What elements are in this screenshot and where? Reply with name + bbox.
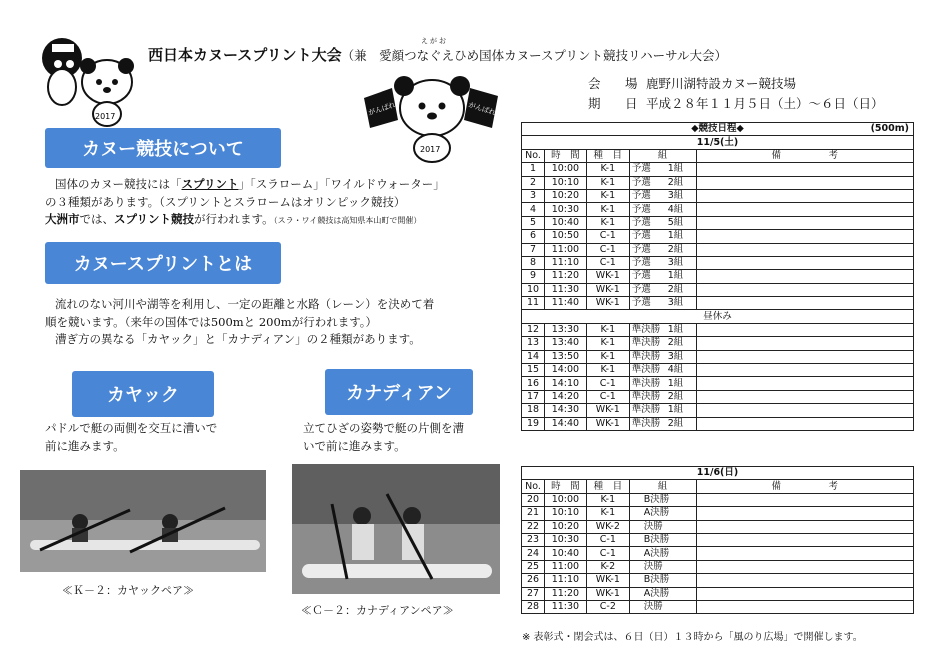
- cell-group-label: B決勝: [643, 574, 670, 586]
- cell-no: 13: [522, 337, 545, 350]
- cell-group-label: 準決勝: [631, 324, 661, 336]
- cell-group-sub: 2組: [667, 391, 684, 402]
- table-row: [522, 533, 914, 546]
- cell-note: [696, 297, 913, 310]
- cell-no: 9: [522, 270, 545, 283]
- table-row: [522, 390, 914, 403]
- cell-group-sub: 2組: [667, 243, 684, 255]
- cell-note: [696, 230, 913, 243]
- cell-class: C-1: [586, 377, 629, 390]
- table-row: [522, 404, 914, 417]
- cell-no: 10: [522, 283, 545, 296]
- cell-group-sub: 1組: [667, 270, 684, 282]
- table-row: [522, 176, 914, 189]
- kayak-pair-photo: [20, 470, 266, 572]
- cell-group-sub: 4組: [667, 203, 684, 215]
- cell-class: WK-1: [586, 574, 629, 587]
- cell-note: [696, 243, 913, 256]
- cell-note: [696, 587, 914, 600]
- cell-class: WK-1: [586, 587, 629, 600]
- cell-group: [629, 560, 696, 573]
- cell-time: 10:40: [544, 547, 586, 560]
- table-row: [522, 270, 914, 283]
- cell-no: 16: [522, 377, 545, 390]
- cell-no: 3: [522, 189, 545, 202]
- cell-group: [629, 520, 696, 533]
- cell-group: [629, 230, 696, 243]
- cell-no: 2: [522, 176, 545, 189]
- cell-group: [629, 243, 696, 256]
- cell-no: 14: [522, 350, 545, 363]
- table-row: [522, 189, 914, 202]
- table-row: [522, 493, 914, 506]
- mascot-year-text-center: 2017: [420, 145, 441, 154]
- mascot-flag-right-text: がんばれ: [467, 100, 497, 118]
- cell-time: 10:00: [544, 163, 586, 176]
- cell-class: C-1: [586, 243, 629, 256]
- cell-time: 11:10: [544, 256, 586, 269]
- table-row: [522, 364, 914, 377]
- s1-line1-pre: 国体のカヌー競技には「: [55, 177, 182, 191]
- cell-group-label: 予選: [631, 230, 651, 242]
- title-ruby: えがお: [421, 37, 448, 45]
- cell-note: [696, 493, 914, 506]
- cell-time: 11:00: [544, 243, 586, 256]
- cell-no: 23: [522, 533, 545, 546]
- cell-group: [629, 507, 696, 520]
- cell-class: K-1: [586, 176, 629, 189]
- canadian-pair-photo: [292, 464, 500, 594]
- cell-class: K-1: [586, 163, 629, 176]
- cell-group: [629, 337, 696, 350]
- cell-group-label: 準決勝: [631, 417, 661, 429]
- cell-group-label: B決勝: [643, 534, 670, 546]
- section2-text: [45, 296, 515, 349]
- venue-value: 鹿野川湖特設カヌー競技場: [646, 76, 797, 91]
- schedule-title-row: [522, 123, 914, 136]
- cell-group-label: A決勝: [643, 507, 670, 519]
- table-row: [522, 230, 914, 243]
- cell-note: [696, 350, 913, 363]
- cell-class: C-1: [586, 547, 629, 560]
- cell-group: [629, 189, 696, 202]
- col-group: 組: [629, 149, 696, 162]
- s1-line2: の３種類があります。（スプリントとスラロームはオリンピック競技）: [45, 194, 406, 209]
- cell-group-sub: 1組: [667, 324, 684, 336]
- cell-no: 17: [522, 390, 545, 403]
- col-no: No.: [522, 149, 545, 162]
- day1-header-row: [522, 149, 914, 162]
- cell-note: [696, 163, 913, 176]
- cell-no: 5: [522, 216, 545, 229]
- cell-group-label: 準決勝: [631, 337, 661, 349]
- cell-group-sub: 2組: [667, 417, 684, 429]
- cell-time: 14:00: [544, 364, 586, 377]
- cell-group: [629, 297, 696, 310]
- cell-group: [629, 256, 696, 269]
- cell-no: 11: [522, 297, 545, 310]
- lunch-row: [522, 310, 914, 323]
- cell-no: 27: [522, 587, 545, 600]
- table-row: [522, 417, 914, 430]
- cell-no: 25: [522, 560, 545, 573]
- kayak-title: カヤック: [72, 371, 214, 417]
- cell-group-label: 予選: [631, 257, 651, 269]
- col-class: 種 目: [586, 480, 629, 493]
- cell-group-label: 予選: [631, 163, 651, 175]
- cell-class: C-1: [586, 230, 629, 243]
- cell-no: 28: [522, 600, 545, 613]
- cell-no: 19: [522, 417, 545, 430]
- cell-group: [629, 600, 696, 613]
- cell-time: 13:30: [544, 323, 586, 336]
- cell-class: WK-1: [586, 270, 629, 283]
- table-row: [522, 587, 914, 600]
- schedule-distance: (500m): [870, 123, 909, 135]
- cell-group: [629, 390, 696, 403]
- cell-note: [696, 176, 913, 189]
- s1-line1-bold: スプリント: [181, 177, 239, 191]
- table-row: [522, 377, 914, 390]
- cell-group-label: 準決勝: [631, 404, 661, 416]
- table-row: [522, 547, 914, 560]
- mascot-illustration-center: [362, 70, 502, 166]
- table-row: [522, 297, 914, 310]
- canadian-photo-caption: ≪Ｃ－２：カナディアンペア≫: [301, 604, 454, 617]
- cell-group-sub: 3組: [667, 297, 684, 309]
- cell-note: [696, 507, 914, 520]
- cell-group-sub: 1組: [667, 404, 684, 416]
- table-row: [522, 243, 914, 256]
- cell-time: 10:20: [544, 520, 586, 533]
- cell-no: 18: [522, 404, 545, 417]
- cell-group-label: 予選: [631, 203, 651, 215]
- col-time: 時 間: [544, 480, 586, 493]
- s1-line3-c: スプリント競技: [114, 212, 195, 226]
- cell-time: 10:30: [544, 203, 586, 216]
- cell-note: [696, 417, 913, 430]
- cell-class: K-1: [586, 189, 629, 202]
- venue-label: 会 場: [588, 76, 644, 91]
- table-row: [522, 560, 914, 573]
- cell-time: 14:30: [544, 404, 586, 417]
- col-note: 備 考: [696, 480, 914, 493]
- schedule-table-day1: [521, 122, 914, 431]
- cell-time: 13:50: [544, 350, 586, 363]
- cell-class: WK-2: [586, 520, 629, 533]
- table-row: [522, 574, 914, 587]
- cell-note: [696, 377, 913, 390]
- cell-class: K-1: [586, 493, 629, 506]
- cell-class: K-1: [586, 216, 629, 229]
- cell-note: [696, 520, 914, 533]
- cell-note: [696, 560, 914, 573]
- cell-note: [696, 404, 913, 417]
- day2-date-row: [522, 467, 914, 480]
- cell-note: [696, 216, 913, 229]
- cell-group-label: B決勝: [643, 493, 670, 505]
- cell-note: [696, 533, 914, 546]
- section-title-canoe-sprint: カヌースプリントとは: [45, 242, 281, 284]
- cell-time: 11:20: [544, 270, 586, 283]
- cell-note: [696, 203, 913, 216]
- cell-group-sub: 1組: [667, 230, 684, 242]
- page-title: [148, 44, 727, 65]
- cell-note: [696, 337, 913, 350]
- s1-line3-b: では、: [79, 212, 114, 226]
- cell-group-sub: 2組: [667, 337, 684, 349]
- canadian-title: カナディアン: [325, 369, 473, 415]
- cell-group: [629, 574, 696, 587]
- table-row: [522, 283, 914, 296]
- event-info: [588, 74, 884, 114]
- cell-note: [696, 283, 913, 296]
- cell-class: K-1: [586, 364, 629, 377]
- cell-note: [696, 600, 914, 613]
- col-group: 組: [629, 480, 696, 493]
- cell-group: [629, 493, 696, 506]
- cell-time: 13:40: [544, 337, 586, 350]
- cell-group: [629, 283, 696, 296]
- page-title-main: 西日本カヌースプリント大会: [148, 46, 342, 64]
- cell-class: K-1: [586, 350, 629, 363]
- s1-line3-a: 大洲市: [45, 212, 80, 226]
- table-row: [522, 507, 914, 520]
- col-no: No.: [522, 480, 545, 493]
- col-note: 備 考: [696, 149, 913, 162]
- canadian-line2: いで前に進みます。: [303, 438, 406, 453]
- cell-group-label: A決勝: [643, 547, 670, 559]
- cell-time: 11:30: [544, 283, 586, 296]
- table-row: [522, 256, 914, 269]
- cell-group-sub: 1組: [667, 377, 684, 389]
- cell-time: 10:20: [544, 189, 586, 202]
- lunch-label: 昼休み: [522, 310, 914, 323]
- table-row: [522, 520, 914, 533]
- cell-group: [629, 216, 696, 229]
- s1-line3-small: （スラ・ワイ競技は高知県本山町で開催）: [273, 216, 422, 225]
- date-value: 平成２８年１１月５日（土）～６日（日）: [646, 96, 884, 111]
- cell-time: 11:20: [544, 587, 586, 600]
- cell-time: 11:00: [544, 560, 586, 573]
- cell-no: 7: [522, 243, 545, 256]
- canadian-text: [303, 420, 523, 455]
- cell-no: 21: [522, 507, 545, 520]
- cell-group: [629, 404, 696, 417]
- cell-class: K-1: [586, 337, 629, 350]
- day1-date-row: [522, 136, 914, 149]
- table-row: [522, 203, 914, 216]
- schedule-title: ◆競技日程◆: [691, 123, 744, 135]
- cell-group-label: 予選: [631, 216, 651, 228]
- cell-no: 15: [522, 364, 545, 377]
- cell-class: WK-1: [586, 297, 629, 310]
- table-row: [522, 337, 914, 350]
- cell-note: [696, 547, 914, 560]
- cell-group: [629, 350, 696, 363]
- cell-group-sub: 5組: [667, 216, 684, 228]
- cell-time: 11:40: [544, 297, 586, 310]
- table-row: [522, 600, 914, 613]
- cell-group-sub: 4組: [667, 364, 684, 376]
- s2-line3: 漕ぎ方の異なる「カヤック」と「カナディアン」の２種類があります。: [55, 332, 421, 346]
- mascot-illustration-left: [22, 22, 142, 132]
- col-time: 時 間: [544, 149, 586, 162]
- cell-note: [696, 256, 913, 269]
- cell-group-label: 予選: [631, 283, 651, 295]
- cell-group: [629, 203, 696, 216]
- cell-class: C-1: [586, 256, 629, 269]
- cell-no: 1: [522, 163, 545, 176]
- cell-group: [629, 377, 696, 390]
- cell-class: C-1: [586, 390, 629, 403]
- cell-group-label: 予選: [631, 270, 651, 282]
- cell-time: 14:10: [544, 377, 586, 390]
- kayak-text: [45, 420, 285, 455]
- cell-note: [696, 574, 914, 587]
- cell-group: [629, 417, 696, 430]
- cell-group-label: 準決勝: [631, 350, 661, 362]
- cell-group: [629, 176, 696, 189]
- cell-note: [696, 270, 913, 283]
- cell-no: 24: [522, 547, 545, 560]
- cell-class: WK-1: [586, 417, 629, 430]
- day1-date: 11/5(土): [522, 136, 914, 149]
- cell-time: 10:40: [544, 216, 586, 229]
- kayak-photo-caption: ≪Ｋ－２：カヤックペア≫: [62, 584, 194, 597]
- col-class: 種 目: [586, 149, 629, 162]
- cell-group-label: 予選: [631, 190, 651, 202]
- cell-group-label: 準決勝: [631, 364, 661, 376]
- cell-group: [629, 587, 696, 600]
- cell-group-label: 準決勝: [631, 377, 661, 389]
- schedule-footnote: ※ 表彰式・閉会式は、６日（日）１３時から「風のり広場」で開催します。: [522, 632, 863, 643]
- cell-group: [629, 533, 696, 546]
- cell-group-label: 決勝: [643, 601, 663, 613]
- cell-class: K-1: [586, 323, 629, 336]
- day2-header-row: [522, 480, 914, 493]
- cell-note: [696, 323, 913, 336]
- cell-note: [696, 189, 913, 202]
- cell-no: 4: [522, 203, 545, 216]
- cell-group-label: 予選: [631, 243, 651, 255]
- cell-no: 6: [522, 230, 545, 243]
- page-subtitle: （兼 愛顔つなぐえひめ国体カヌースプリント競技リハーサル大会）: [341, 48, 728, 63]
- cell-time: 10:00: [544, 493, 586, 506]
- schedule-table-day2: [521, 466, 914, 614]
- kayak-line2: 前に進みます。: [45, 438, 125, 453]
- cell-group-label: 決勝: [643, 520, 663, 532]
- cell-group-sub: 3組: [667, 190, 684, 202]
- cell-group-sub: 2組: [667, 176, 684, 188]
- cell-time: 14:20: [544, 390, 586, 403]
- cell-no: 26: [522, 574, 545, 587]
- cell-group-label: 予選: [631, 297, 651, 309]
- cell-group-label: 予選: [631, 176, 651, 188]
- s2-line1: 流れのない河川や湖等を利用し、一定の距離と水路（レーン）を決めて着: [55, 297, 435, 311]
- cell-group-label: 決勝: [643, 560, 663, 572]
- cell-class: K-1: [586, 203, 629, 216]
- cell-group-label: A決勝: [643, 587, 670, 599]
- cell-note: [696, 390, 913, 403]
- table-row: [522, 323, 914, 336]
- cell-time: 11:10: [544, 574, 586, 587]
- table-row: [522, 216, 914, 229]
- cell-group-sub: 3組: [667, 257, 684, 269]
- s1-line1-post: 」「スラローム」「ワイルドウォーター」: [238, 177, 445, 191]
- cell-time: 10:30: [544, 533, 586, 546]
- mascot-year-text: 2017: [95, 112, 116, 121]
- section1-text: [45, 176, 505, 230]
- cell-time: 10:50: [544, 230, 586, 243]
- cell-group-sub: 3組: [667, 350, 684, 362]
- table-row: [522, 163, 914, 176]
- canadian-line1: 立てひざの姿勢で艇の片側を漕: [303, 421, 464, 435]
- cell-no: 8: [522, 256, 545, 269]
- cell-group: [629, 547, 696, 560]
- cell-group: [629, 364, 696, 377]
- cell-group-sub: 2組: [667, 283, 684, 295]
- cell-class: C-2: [586, 600, 629, 613]
- cell-no: 20: [522, 493, 545, 506]
- date-label: 期 日: [588, 96, 644, 111]
- cell-class: K-1: [586, 507, 629, 520]
- cell-note: [696, 364, 913, 377]
- mascot-flag-left-text: がんばれ: [367, 100, 397, 118]
- cell-no: 22: [522, 520, 545, 533]
- day2-date: 11/6(日): [522, 467, 914, 480]
- cell-time: 10:10: [544, 507, 586, 520]
- cell-class: WK-1: [586, 404, 629, 417]
- section-title-canoe-events: カヌー競技について: [45, 128, 281, 168]
- cell-class: WK-1: [586, 283, 629, 296]
- kayak-line1: パドルで艇の両側を交互に漕いで: [45, 421, 218, 435]
- cell-group-sub: 1組: [667, 163, 684, 175]
- cell-time: 14:40: [544, 417, 586, 430]
- cell-time: 10:10: [544, 176, 586, 189]
- cell-group-label: 準決勝: [631, 391, 661, 402]
- cell-no: 12: [522, 323, 545, 336]
- cell-time: 11:30: [544, 600, 586, 613]
- cell-group: [629, 270, 696, 283]
- s2-line2: 順を競います。（来年の国体では500mと 200mが行われます。）: [45, 314, 378, 329]
- cell-class: K-2: [586, 560, 629, 573]
- s1-line3-d: が行われます。: [194, 212, 274, 226]
- cell-group: [629, 163, 696, 176]
- table-row: [522, 350, 914, 363]
- cell-class: C-1: [586, 533, 629, 546]
- cell-group: [629, 323, 696, 336]
